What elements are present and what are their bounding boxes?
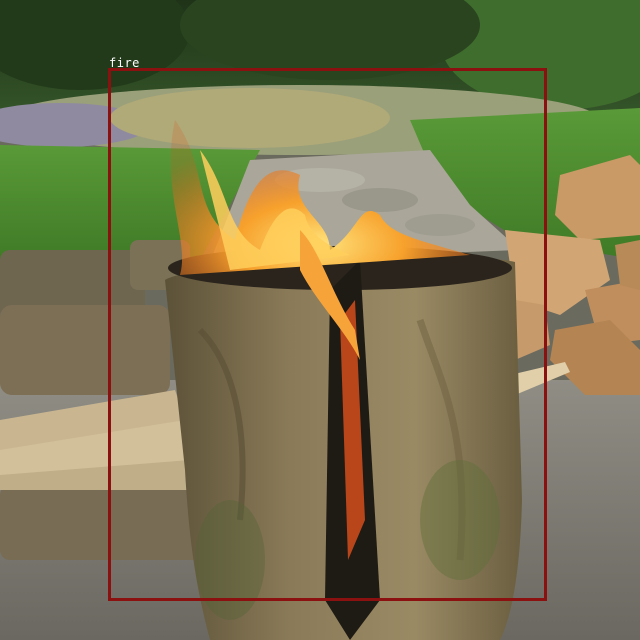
fire-detection-label: fire xyxy=(109,56,140,70)
fire-detection-box xyxy=(108,68,547,601)
